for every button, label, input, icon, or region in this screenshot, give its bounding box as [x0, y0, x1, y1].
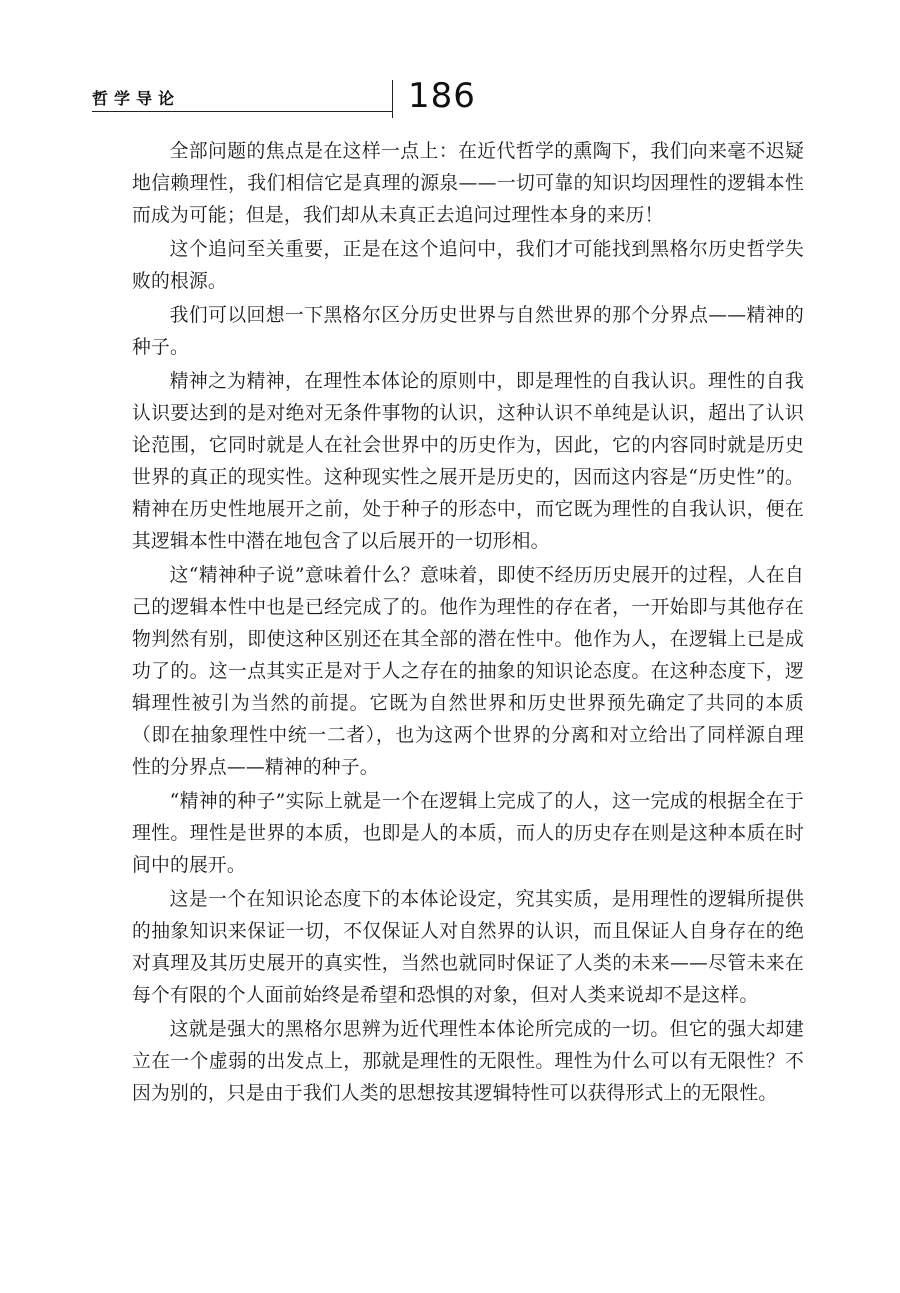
header-divider — [392, 80, 393, 118]
paragraph: 这是一个在知识论态度下的本体论设定，究其实质，是用理性的逻辑所提供的抽象知识来保证一切，不仅保证人对自然界的认识，而且保证人自身存在的绝对真理及其历史展开的真实性，当然也就同时保证了人类的未来——尽管未来在每个有限的个人面前始终是希望和恐惧的对象，但对人类来说却不是这样。 — [132, 889, 804, 1006]
header-rule — [92, 111, 392, 112]
paragraph: 我们可以回想一下黑格尔区分历史世界与自然世界的那个分界点——精神的种子。 — [132, 305, 804, 358]
body-text — [132, 136, 804, 1112]
paragraph: 全部问题的焦点是在这样一点上：在近代哲学的熏陶下，我们向来毫不迟疑地信赖理性，我们相信它是真理的源泉——一切可靠的知识均因理性的逻辑本性而成为可能；但是，我们却从未真正去追问过理性本身的来历！ — [132, 141, 804, 226]
running-header — [92, 80, 422, 120]
paragraph: 这就是强大的黑格尔思辨为近代理性本体论所完成的一切。但它的强大却建立在一个虚弱的出发点上，那就是理性的无限性。理性为什么可以有无限性？不因为别的，只是由于我们人类的思想按其逻辑特性可以获得形式上的无限性。 — [132, 1019, 804, 1104]
paragraph: 精神之为精神，在理性本体论的原则中，即是理性的自我认识。理性的自我认识要达到的是对绝对无条件事物的认识，这种认识不单纯是认识，超出了认识论范围，它同时就是人在社会世界中的历史作为，因此，它的内容同时就是历史世界的真正的现实性。这种现实性之展开是历史的，因而这内容是“历史性”的。精神在历史性地展开之前，处于种子的形态中，而它既为理性的自我认识，便在其逻辑本性中潜在地包含了以后展开的一切形相。 — [132, 371, 804, 552]
book-title: 哲学导论 — [92, 89, 181, 108]
paragraph: “精神的种子”实际上就是一个在逻辑上完成了的人，这一完成的根据全在于理性。理性是世界的本质，也即是人的本质，而人的历史存在则是这种本质在时间中的展开。 — [132, 791, 804, 876]
page-number: 186 — [408, 76, 476, 116]
paragraph: 这“精神种子说”意味着什么？意味着，即使不经历历史展开的过程，人在自己的逻辑本性中也是已经完成了的。他作为理性的存在者，一开始即与其他存在物判然有别，即使这种区别还在其全部的潜在性中。他作为人，在逻辑上已是成功了的。这一点其实正是对于人之存在的抽象的知识论态度。在这种态度下，逻辑理性被引为当然的前提。它既为自然世界和历史世界预先确定了共同的本质（即在抽象理性中统一二者），也为这两个世界的分离和对立给出了同样源自理性的分界点——精神的种子。 — [132, 565, 804, 778]
paragraph: 这个追问至关重要，正是在这个追问中，我们才可能找到黑格尔历史哲学失败的根源。 — [132, 239, 804, 292]
